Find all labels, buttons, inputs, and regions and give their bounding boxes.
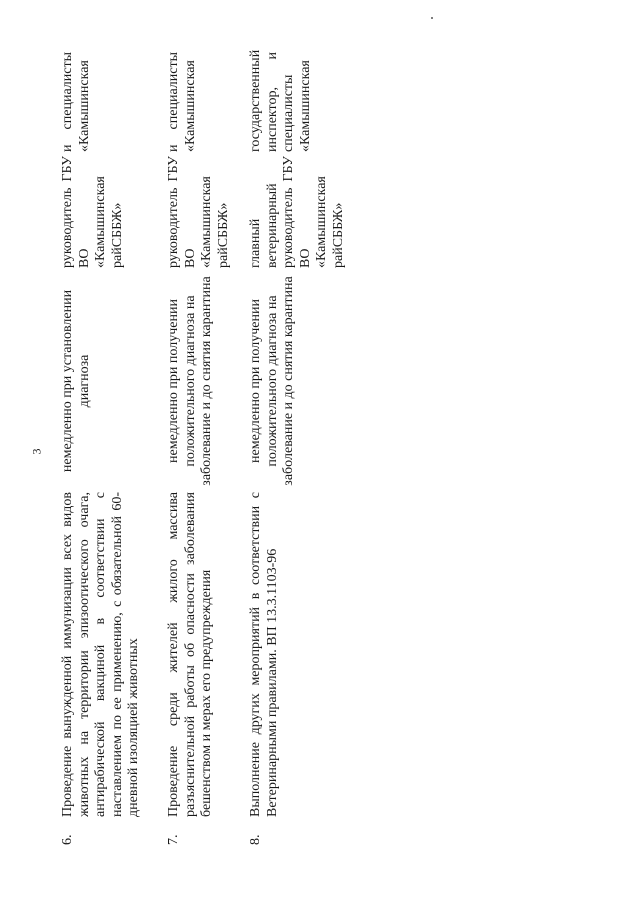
row-number: 6. — [60, 834, 75, 845]
executor-text-continued: государственный инспектор, и специалисты «Камышинская — [248, 49, 313, 152]
measure-text: Проведение вынужденной иммунизации всех видов животных на территории эпизоотического очага, антирабической вакциной в соответствии с наставлением по ее применению, с обязательной 60-дневной изоляцией животных — [60, 492, 141, 817]
measure-text: Выполнение других мероприятий в соответствии с Ветеринарными правилами. ВП 13.3.1103-96 — [248, 492, 280, 817]
measures-table — [60, 49, 346, 845]
page-number: 3 — [29, 448, 44, 455]
term-text: немедленно при установлении диагноза — [60, 289, 92, 473]
executor-text: руководитель ГБУ ВО «Камышинская райСББЖ» — [60, 156, 125, 268]
table-row — [60, 52, 143, 845]
executor-cell — [60, 52, 143, 270]
measure-text: Проведение среди жителей жилого массива разъяснительной работы об опасности заболевания бешенством и мерах его предупреждения — [166, 492, 214, 817]
executor-text-continued: и специалисты «Камышинская — [166, 52, 198, 152]
row-number: 8. — [248, 834, 263, 845]
scan-speck — [431, 17, 433, 19]
term-text: немедленно при получении положительного диагноза на заболевание и до снятия карантина — [248, 276, 296, 486]
executor-text: главный ветеринарный руководитель ГБУ ВО «Камышинская райСББЖ» — [248, 156, 346, 268]
table-row — [166, 52, 232, 845]
executor-text-continued: и специалисты «Камышинская — [60, 52, 92, 152]
term-text: немедленно при получении положительного диагноза на заболевание и до снятия карантина — [166, 276, 214, 486]
executor-cell — [166, 52, 232, 270]
table-row — [248, 49, 347, 845]
executor-cell — [248, 49, 347, 270]
executor-text: руководитель ГБУ ВО «Камышинская райСББЖ» — [166, 156, 231, 268]
row-number: 7. — [166, 834, 181, 845]
